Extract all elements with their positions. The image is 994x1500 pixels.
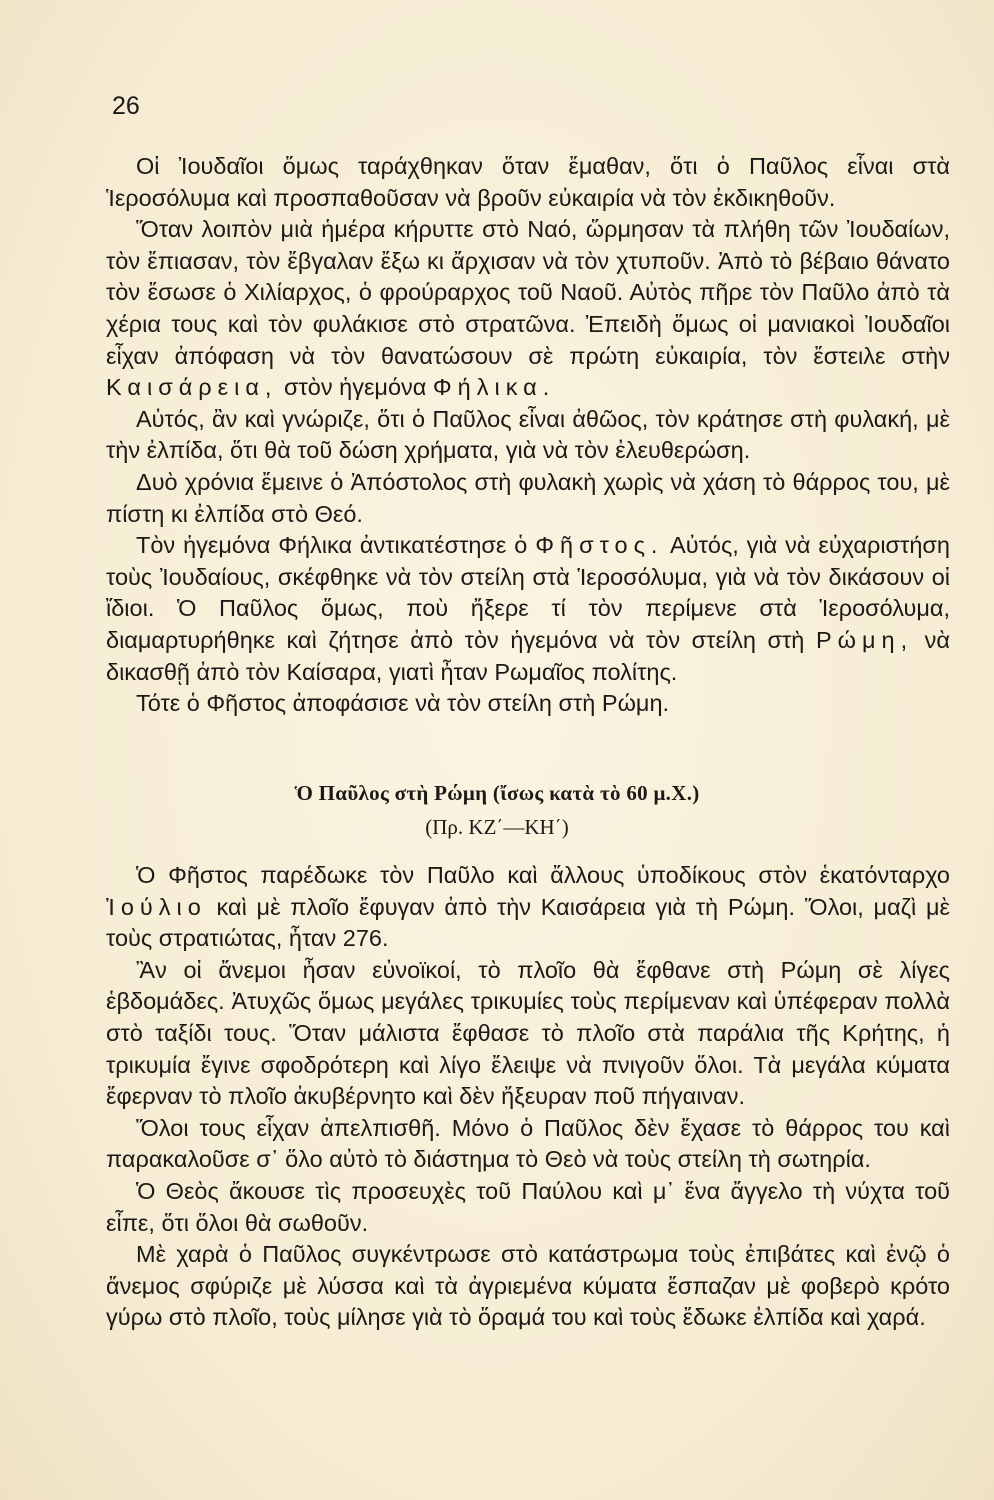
paragraph-text: Ὅταν λοιπὸν μιὰ ἡμέρα κήρυττε στὸ Ναό, ὥρμησαν τὰ πλήθη τῶν Ἰουδαίων, τὸν ἔπιασαν, τὸν ἔβγαλαν ἔξω κι ἄρχισαν νὰ τὸν χτυποῦν. Ἀπὸ τὸ βέβαιο θάνατο τὸν ἔσωσε ὁ Χιλίαρχος, ὁ φρούραρχος τοῦ Ναοῦ. Αὐτὸς πῆρε τὸν Παῦλο ἀπὸ τὰ χέρια τους καὶ τὸν φυλάκισε στὸ στρατῶνα. Ἐπειδὴ ὅμως οἱ μανιακοὶ Ἰουδαῖοι εἶχαν ἀπόφαση νὰ τὸν θανατώσουν σὲ πρώτη εὐκαιρία, τὸν ἔστειλε στὴν xyxy=(106,216,950,369)
page-number: 26 xyxy=(112,92,140,120)
paragraph: Μὲ χαρὰ ὁ Παῦλος συγκέντρωσε στὸ κατάστρωμα τοὺς ἐπιβάτες καὶ ἐνῷ ὁ ἄνεμος σφύριζε μὲ λύσσα καὶ τὰ ἀγριεμένα κύματα ἔσπαζαν μὲ φοβερὸ κρότο γύρω στὸ πλοῖο, τοὺς μίλησε γιὰ τὸ ὅραμά του καὶ τοὺς ἔδωκε ἐλπίδα καὶ χαρά. xyxy=(106,1241,950,1331)
paragraph-text: στὸν ἡγεμόνα xyxy=(277,374,433,401)
paragraph xyxy=(106,530,950,688)
paragraph: Τότε ὁ Φῆστος ἀποφάσισε νὰ τὸν στείλη στὴ Ρώμη. xyxy=(136,690,670,717)
spaced-person-name: Φῆστος. xyxy=(535,532,664,559)
paragraph-text: Ὁ Φῆστος παρέδωκε τὸν Παῦλο καὶ ἄλλους ὑποδίκους στὸν ἑκατόνταρχο xyxy=(136,862,950,888)
spaced-person-name: Φήλικα. xyxy=(432,374,556,401)
section-heading: Ὁ Παῦλος στὴ Ρώμη (ἴσως κατὰ τὸ 60 μ.Χ.) xyxy=(294,781,700,805)
spaced-place-name: Καισάρεια, xyxy=(106,374,278,401)
spaced-place-name: Ρώμη, xyxy=(815,626,914,653)
paragraph-text: Αὐτός, γιὰ νὰ εὐχαριστήση τοὺς Ἰουδαίους, σκέφθηκε νὰ τὸν στείλη στὰ Ἱεροσόλυμα, γιὰ νὰ τὸν δικάσουν οἱ ἴδιοι. Ὁ Παῦλος ὅμως, ποὺ ἤξερε τί τὸν περίμενε στὰ Ἱεροσόλυμα, διαμαρτυρήθηκε καὶ ζήτησε ἀπὸ τὸν ἡγεμόνα νὰ τὸν στείλη στὴ xyxy=(106,532,950,653)
paragraph: Ὁ Θεὸς ἄκουσε τὶς προσευχὲς τοῦ Παύλου καὶ μ᾿ ἕνα ἄγγελο τὴ νύχτα τοῦ εἶπε, ὅτι ὅλοι θὰ σωθοῦν. xyxy=(106,1177,950,1236)
paragraph xyxy=(106,214,950,404)
paragraph-text: νὰ δικασθῇ ἀπὸ τὸν Καίσαρα, γιατὶ ἦταν Ρωμαῖος πολίτης. xyxy=(106,626,950,685)
paragraph-text: καὶ μὲ πλοῖο ἔφυγαν ἀπὸ τὴν Καισάρεια γιὰ τὴ Ρώμη. Ὅλοι, μαζὶ μὲ τοὺς στρατιώτας, ἦταν 276. xyxy=(106,893,950,952)
text-section-2 xyxy=(106,860,950,1334)
paragraph: Ἂν οἱ ἄνεμοι ἦσαν εὐνοϊκοί, τὸ πλοῖο θὰ ἔφθανε στὴ Ρώμη σὲ λίγες ἑβδομάδες. Ἀτυχῶς ὅμως μεγάλες τρικυμίες τοὺς περίμεναν καὶ ὑπέφεραν πολλὰ στὸ ταξίδι τους. Ὅταν μάλιστα ἔφθασε τὸ πλοῖο στὰ παράλια τῆς Κρήτης, ἡ τρικυμία ἔγινε σφοδρότερη καὶ λίγο ἔλειψε νὰ πνιγοῦν ὅλοι. Τὰ μεγάλα κύματα ἔφερναν τὸ πλοῖο ἀκυβέρνητο καὶ δὲν ἤξευραν ποῦ πήγαιναν. xyxy=(106,956,950,1110)
text-section-1 xyxy=(106,151,950,720)
paragraph: Αὐτός, ἂν καὶ γνώριζε, ὅτι ὁ Παῦλος εἶναι ἀθῶος, τὸν κράτησε στὴ φυλακή, μὲ τὴν ἐλπίδα, ὅτι θὰ τοῦ δώση χρήματα, γιὰ νὰ τὸν ἐλευθερώση. xyxy=(106,405,950,464)
paragraph: Ὅλοι τους εἶχαν ἀπελπισθῆ. Μόνο ὁ Παῦλος δὲν ἔχασε τὸ θάρρος του καὶ παρακαλοῦσε σ᾿ ὅλο αὐτὸ τὸ διάστημα τὸ Θεὸ νὰ τοὺς στείλη τὴ σωτηρία. xyxy=(106,1114,950,1173)
paragraph: Οἱ Ἰουδαῖοι ὅμως ταράχθηκαν ὅταν ἔμαθαν, ὅτι ὁ Παῦλος εἶναι στὰ Ἱεροσόλυμα καὶ προσπαθοῦσαν νὰ βροῦν εὐκαιρία νὰ τὸν ἐκδικηθοῦν. xyxy=(106,153,950,211)
paragraph xyxy=(106,860,950,955)
scripture-reference: (Πρ. ΚΖ΄—ΚΗ΄) xyxy=(425,815,569,839)
paragraph-text: Τὸν ἡγεμόνα Φήλικα ἀντικατέστησε ὁ xyxy=(136,532,528,559)
spaced-person-name: Ἰούλιο xyxy=(106,893,207,920)
paragraph: Δυὸ χρόνια ἔμεινε ὁ Ἀπόστολος στὴ φυλακὴ χωρὶς νὰ χάση τὸ θάρρος του, μὲ πίστη κι ἐλπίδα στὸ Θεό. xyxy=(106,468,950,527)
